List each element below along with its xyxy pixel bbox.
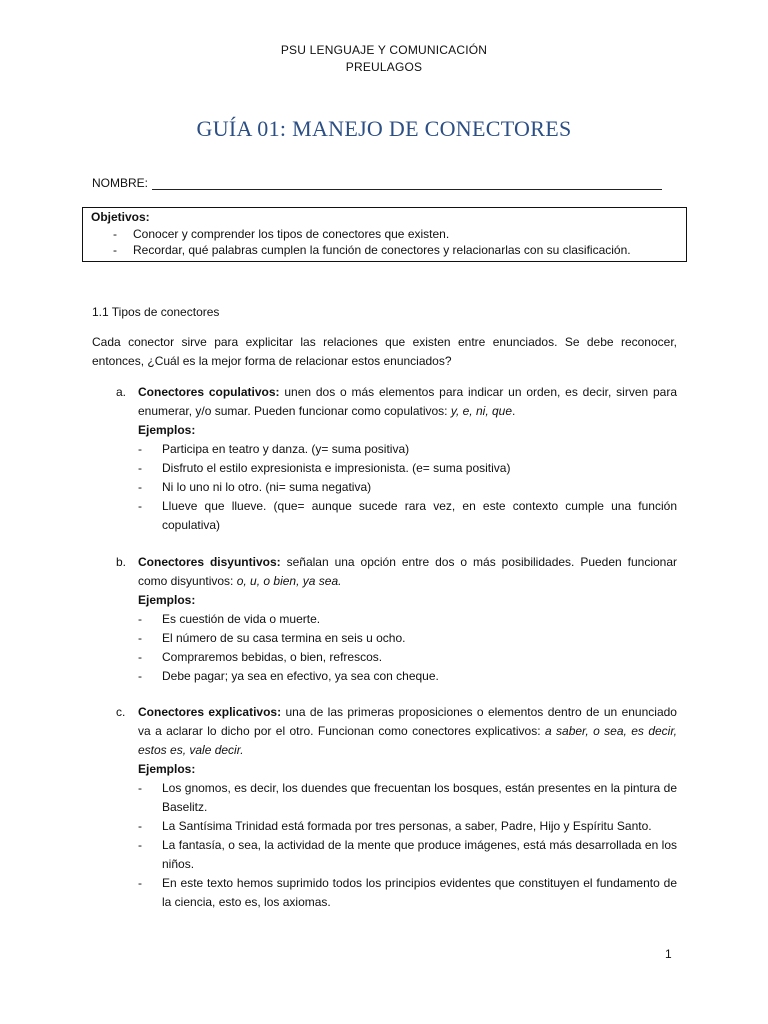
bullet-dash: - (138, 838, 142, 852)
objetivo-text: Conocer y comprender los tipos de conectores que existen. (133, 226, 450, 241)
section-term: Conectores disyuntivos: (138, 555, 281, 569)
example-text: En este texto hemos suprimido todos los principios evidentes que constituyen el fundamento de la ciencia, esto es, los axiomas. (162, 876, 677, 909)
section-title: 1.1 Tipos de conectores (92, 305, 220, 319)
example-item (92, 440, 677, 459)
objetivo-item (91, 242, 676, 259)
bullet-dash: - (113, 243, 117, 257)
example-item (92, 874, 677, 912)
section-desc-text: una de las primeras proposiciones o elementos dentro de un enunciado va a aclarar lo dicho por el otro. Funcionan como conectores explicativos: (138, 705, 677, 738)
section-copulativos (92, 383, 677, 535)
section-desc-text: unen dos o más elementos para indicar un orden, es decir, sirven para enumerar, y/o sumar. Pueden funcionar como copulativos: (138, 385, 677, 418)
bullet-dash: - (138, 650, 142, 664)
bullet-dash: - (138, 612, 142, 626)
section-description (138, 383, 677, 421)
connector-words: a saber, o sea, es decir, estos es, vale decir. (138, 724, 678, 757)
header-institution: PREULAGOS (345, 60, 423, 74)
page-title: GUÍA 01: MANEJO DE CONECTORES (196, 116, 572, 141)
bullet-dash: - (138, 461, 142, 475)
example-item (92, 610, 677, 629)
bullet-dash: - (138, 819, 142, 833)
bullet-dash: - (138, 876, 142, 890)
example-text: El número de su casa termina en seis u ocho. (162, 631, 406, 645)
example-item (92, 497, 677, 535)
bullet-dash: - (138, 480, 142, 494)
section-term: Conectores explicativos: (138, 705, 282, 719)
section-description (138, 703, 677, 760)
header-subject: PSU LENGUAJE Y COMUNICACIÓN (280, 43, 488, 57)
example-item (92, 459, 677, 478)
example-text: Participa en teatro y danza. (y= suma positiva) (162, 442, 410, 456)
bullet-dash: - (138, 442, 142, 456)
bullet-dash: - (138, 781, 142, 795)
nombre-label: NOMBRE: (92, 176, 149, 190)
section-disyuntivos (92, 553, 677, 686)
section-term: Conectores copulativos: (138, 385, 280, 399)
section-explicativos (92, 703, 677, 912)
section-desc-text: señalan una opción entre dos o más posibilidades. Pueden funcionar como disyuntivos: (138, 555, 677, 588)
example-item (92, 779, 677, 817)
example-text: Los gnomos, es decir, los duendes que frecuentan los bosques, están presentes en la pintura de Baselitz. (162, 781, 677, 814)
connector-words: o, u, o bien, ya sea. (236, 574, 342, 588)
section-letter: b. (116, 555, 127, 569)
example-text: La Santísima Trinidad está formada por tres personas, a saber, Padre, Hijo y Espíritu Santo. (162, 819, 652, 833)
example-text: Ni lo uno ni lo otro. (ni= suma negativa) (162, 480, 372, 494)
example-text: Llueve que llueve. (que= aunque sucede rara vez, en este contexto cumple una función copulativa) (162, 499, 677, 532)
page-number: 1 (665, 947, 672, 961)
example-text: Disfruto el estilo expresionista e impresionista. (e= suma positiva) (162, 461, 511, 475)
objetivo-text: Recordar, qué palabras cumplen la función de conectores y relacionarlas con su clasificación. (133, 243, 631, 257)
example-item (92, 648, 677, 667)
example-text: Debe pagar; ya sea en efectivo, ya sea con cheque. (162, 669, 439, 683)
example-item (92, 836, 677, 874)
ejemplos-label: Ejemplos: (138, 423, 196, 437)
objetivos-box (82, 207, 687, 262)
bullet-dash: - (138, 631, 142, 645)
nombre-underline[interactable] (152, 178, 662, 190)
bullet-dash: - (113, 226, 117, 241)
example-item (92, 478, 677, 497)
section-description (138, 553, 677, 591)
objetivos-heading: Objetivos: (91, 210, 150, 224)
section-letter: c. (116, 705, 126, 719)
objetivo-item (91, 226, 676, 243)
intro-paragraph: Cada conector sirve para explicitar las relaciones que existen entre enunciados. Se debe reconocer, entonces, ¿Cuál es la mejor forma de relacionar estos enunciados? (92, 335, 677, 368)
bullet-dash: - (138, 499, 142, 513)
example-item (92, 629, 677, 648)
example-item (92, 667, 677, 686)
connector-words: y, e, ni, que (450, 404, 513, 418)
example-text: Compraremos bebidas, o bien, refrescos. (162, 650, 383, 664)
example-text: La fantasía, o sea, la actividad de la mente que produce imágenes, está más desarrollada en los niños. (162, 838, 677, 871)
bullet-dash: - (138, 669, 142, 683)
section-letter: a. (116, 385, 127, 399)
example-item (92, 817, 677, 836)
nombre-field[interactable] (92, 176, 662, 190)
section-end: . (512, 404, 516, 418)
example-text: Es cuestión de vida o muerte. (162, 612, 321, 626)
ejemplos-label: Ejemplos: (138, 762, 196, 776)
ejemplos-label: Ejemplos: (138, 593, 196, 607)
